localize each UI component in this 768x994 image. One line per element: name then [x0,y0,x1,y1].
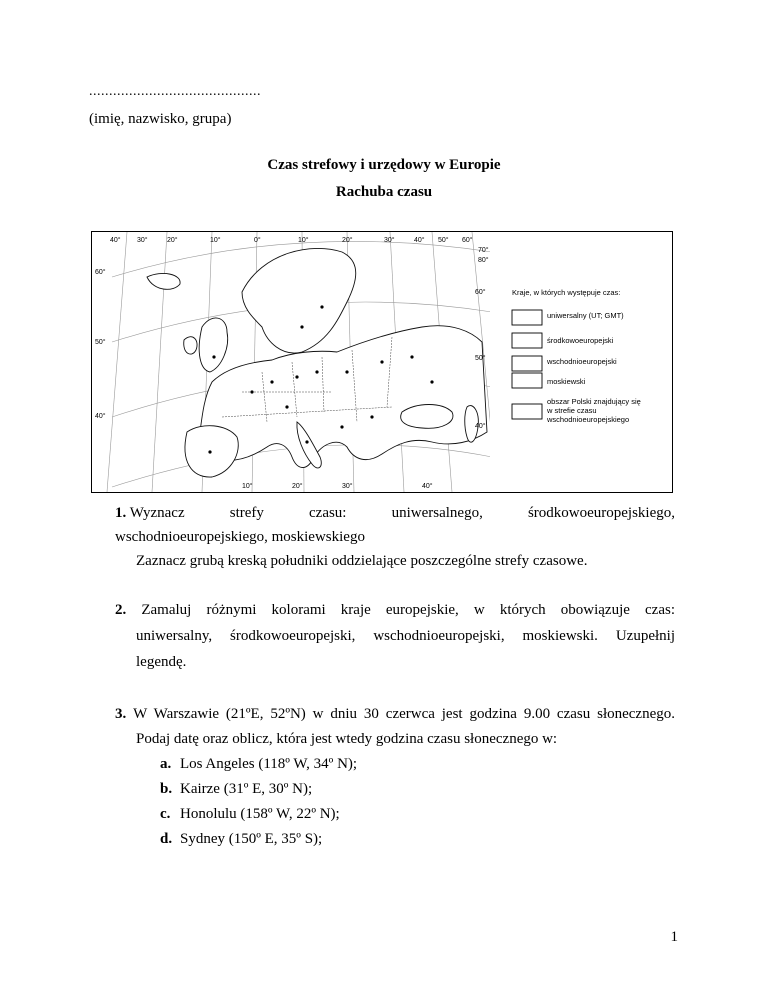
question-text: Zamaluj różnymi kolorami kraje europejskie, w których obowiązuje czas: [141,602,675,618]
coord-label: 80° [478,257,489,264]
europe-map [92,232,672,492]
europe-map-figure [91,231,673,493]
question-3-line-2: Podaj datę oraz oblicz, która jest wtedy godzina czasu słonecznego w: [136,731,558,747]
item-text: Kairze (31º E, 30º N); [180,781,313,797]
name-label: (imię, nazwisko, grupa) [89,111,232,127]
legend-item: uniwersalny (UT; GMT) [547,311,624,320]
coord-label: 50° [475,355,486,362]
question-text: W Warszawie (21ºE, 52ºN) w dniu 30 czerwca jest godzina 9.00 czasu słonecznego. [133,706,676,722]
map-legend [490,232,672,492]
coord-label: 60° [462,237,473,244]
coord-label: 10° [242,483,253,490]
question-1-line-2: wschodnioeuropejskiego, moskiewskiego [115,529,365,545]
question-word: środkowoeuropejskiego, [527,505,675,521]
item-label: b. [160,781,173,797]
legend-title: Kraje, w których występuje czas: [512,288,621,297]
item-label: d. [160,831,173,847]
coord-label: 60° [475,289,486,296]
coord-label: 10° [298,237,309,244]
item-text: Sydney (150º E, 35º S); [180,831,323,847]
question-2-line-2: uniwersalny, środkowoeuropejski, wschodnioeuropejski, moskiewski. Uzupełnij [136,628,675,644]
coord-label: 50° [438,237,449,244]
coord-label: 40° [422,483,433,490]
question-number: 2. [115,602,127,618]
page-subtitle: Rachuba czasu [335,184,433,200]
name-dotted-line: ........................................... [89,84,261,99]
legend-item: obszar Polski znajdujący się [547,397,641,406]
legend-item: wschodnioeuropejski [547,357,617,366]
question-word: uniwersalnego, [391,505,483,521]
coord-label: 30° [384,237,395,244]
map-coords-bottom [242,482,433,490]
question-1-line-3: Zaznacz grubą kreską południki oddzielające poszczególne strefy czasowe. [136,553,588,569]
coord-label: 0° [254,237,261,244]
legend-item: w strefie czasu [547,406,597,415]
coord-label: 40° [475,423,486,430]
coord-label: 40° [110,237,121,244]
question-3-line-1 [115,705,675,723]
legend-item: wschodnioeuropejskiego [547,415,630,424]
coord-label: 30° [137,237,148,244]
map-coords-left [95,268,106,420]
item-text: Honolulu (158º W, 22º N); [180,806,340,822]
question-3-item-a [160,755,357,773]
legend-item: środkowoeuropejski [547,336,614,345]
question-2-line-3: legendę. [136,654,187,670]
coord-label: 60° [95,269,106,276]
coord-label: 20° [292,483,303,490]
page-number: 1 [670,929,678,945]
coord-label: 20° [342,237,353,244]
question-1 [115,504,675,522]
question-word: Wyznacz [129,505,185,521]
coord-label: 40° [414,237,425,244]
question-word: strefy [229,505,264,521]
question-1-line-1 [115,504,675,522]
question-2-line-1 [115,601,675,619]
item-label: c. [160,806,171,822]
question-3-item-b [160,780,312,798]
coord-label: 20° [167,237,178,244]
page-title: Czas strefowy i urzędowy w Europie [267,157,501,173]
question-word: czasu: [309,505,347,521]
coord-label: 50° [95,339,106,346]
question-3-item-d [160,830,322,848]
legend-item: moskiewski [547,377,586,386]
question-number: 3. [115,706,127,722]
coord-label: 30° [342,483,353,490]
item-label: a. [160,756,172,772]
item-text: Los Angeles (118º W, 34º N); [180,756,358,772]
coord-label: 70° [478,247,489,254]
question-3-item-c [160,805,340,823]
question-number: 1. [115,505,127,521]
coord-label: 10° [210,237,221,244]
coord-label: 40° [95,413,106,420]
